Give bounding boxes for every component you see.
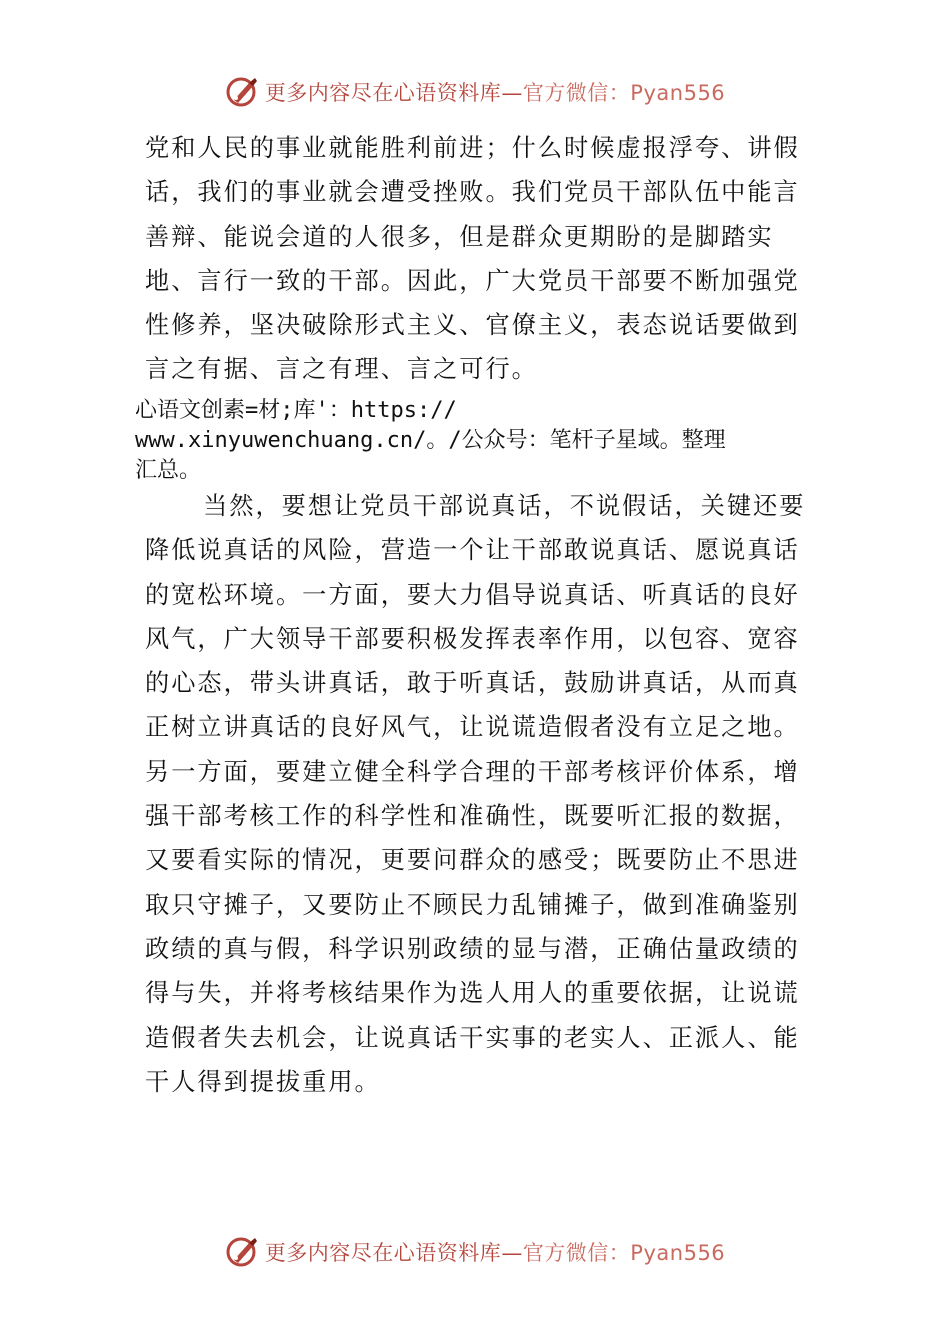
pen-seal-logo-icon <box>225 74 261 110</box>
footer-wechat: 官方微信：Pyan556 <box>522 1241 726 1265</box>
footer-banner-text <box>265 1237 725 1267</box>
paragraph-1: 党和人民的事业就能胜利前进；什么时候虚报浮夸、讲假话，我们的事业就会遭受挫败。我们党员干部队伍中能言善辩、能说会道的人很多，但是群众更期盼的是脚踏实地、言行一致的干部。因此，广大党员干部要不断加强党性修养，坚决破除形式主义、官僚主义，表态说话要做到言之有据、言之有理、言之可行。 <box>145 134 800 384</box>
source-note <box>135 396 815 486</box>
pen-seal-logo-icon <box>225 1234 261 1270</box>
footer-title: 更多内容尽在心语资料库 <box>264 1241 502 1265</box>
source-line-3: 汇总。 <box>135 458 202 483</box>
footer-separator: — <box>501 1241 523 1265</box>
header-title: 更多内容尽在心语资料库 <box>264 81 502 105</box>
header-wechat: 官方微信：Pyan556 <box>522 81 726 105</box>
footer-banner <box>0 1232 950 1272</box>
source-line-2: www.xinyuwenchuang.cn/。/公众号：笔杆子星域。整理 <box>135 428 726 453</box>
paragraph-2: 当然，要想让党员干部说真话，不说假话，关键还要降低说真话的风险，营造一个让干部敢说真话、愿说真话的宽松环境。一方面，要大力倡导说真话、听真话的良好风气，广大领导干部要积极发挥表率作用，以包容、宽容的心态，带头讲真话，敢于听真话，鼓励讲真话，从而真正树立讲真话的良好风气，让说谎造假者没有立足之地。另一方面，要建立健全科学合理的干部考核评价体系，增强干部考核工作的科学性和准确性，既要听汇报的数据，又要看实际的情况，更要问群众的感受；既要防止不思进取只守摊子，又要防止不顾民力乱铺摊子，做到准确鉴别政绩的真与假，科学识别政绩的显与潜，正确估量政绩的得与失，并将考核结果作为选人用人的重要依据，让说谎造假者失去机会，让说真话干实事的老实人、正派人、能干人得到提拔重用。 <box>145 492 806 1096</box>
header-banner-text <box>265 77 725 107</box>
source-line-1: 心语文创素=材;库'：https:// <box>135 398 457 423</box>
header-banner <box>0 72 950 112</box>
header-separator: — <box>501 81 523 105</box>
